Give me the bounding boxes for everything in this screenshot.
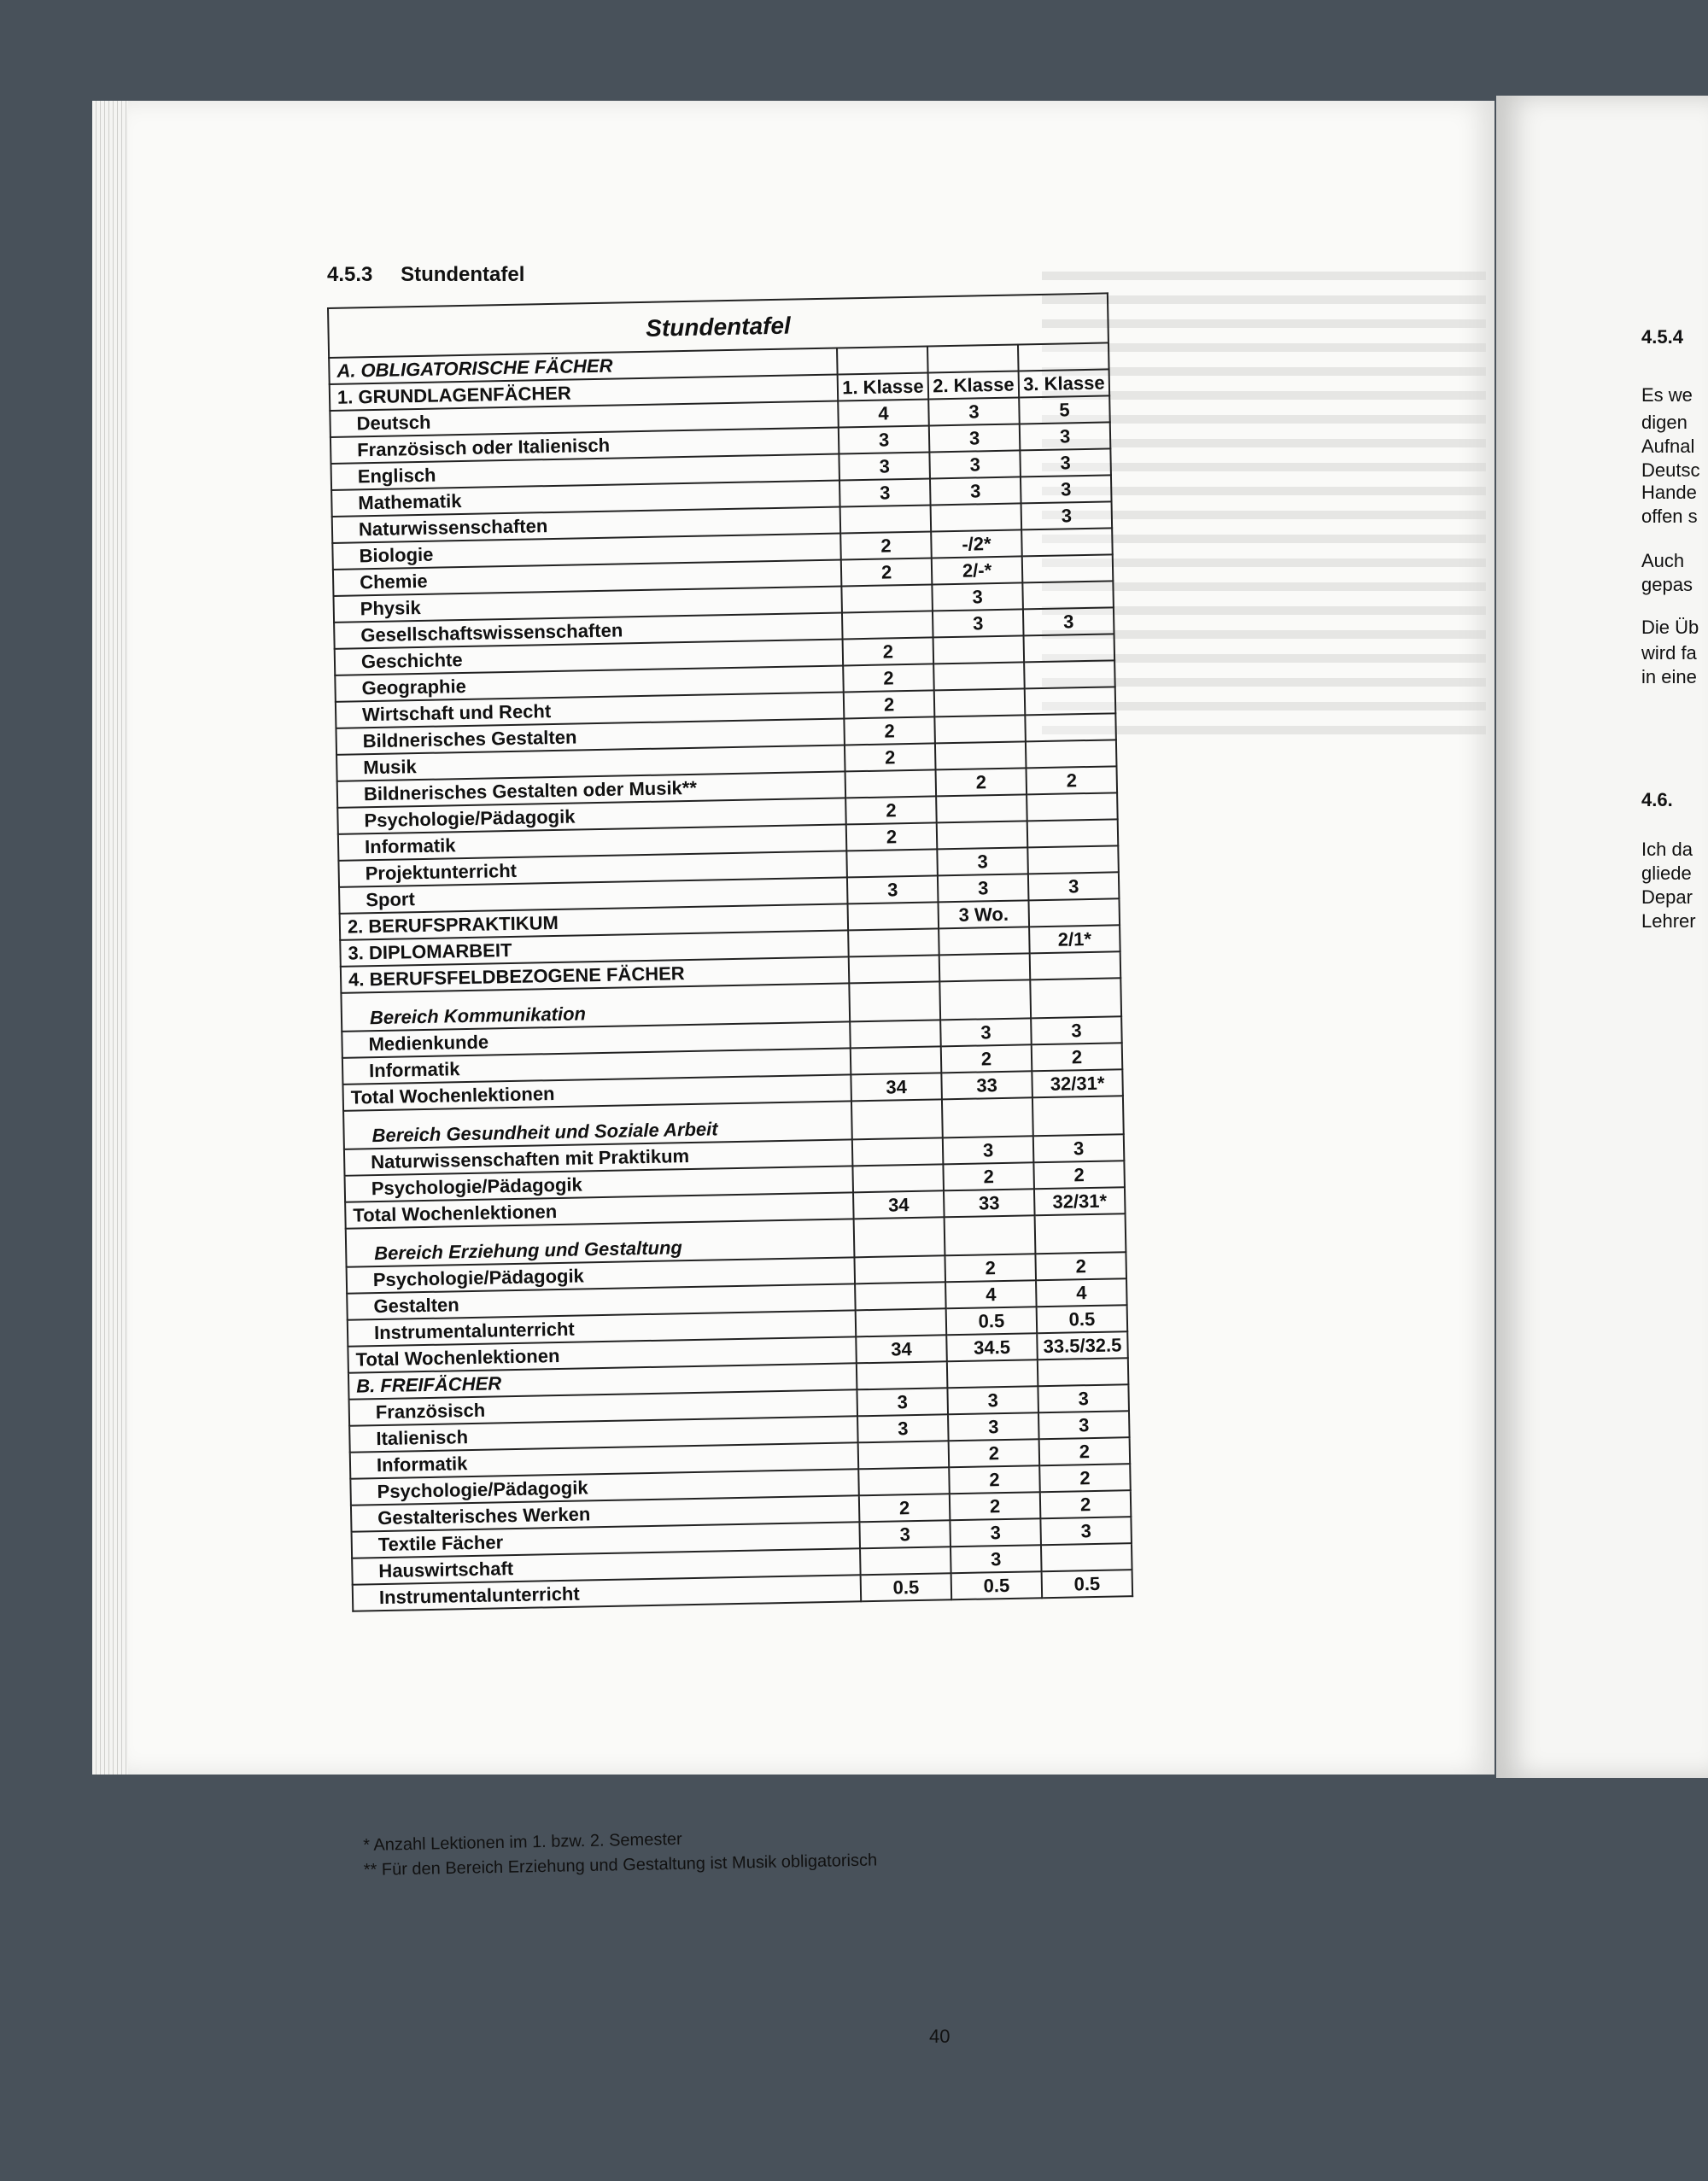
table-cell: 3 [928, 397, 1020, 425]
table-cell [934, 688, 1026, 716]
row-label: Englisch [331, 454, 839, 490]
table-cell: 0.5 [861, 1573, 952, 1601]
table-cell: 3 [929, 450, 1021, 478]
table-cell: 0.5 [951, 1571, 1043, 1599]
table-cell: 3 [839, 478, 931, 506]
row-label: Psychologie/Pädagogik [337, 798, 845, 833]
table-cell: 2 [845, 743, 936, 771]
table-cell [933, 662, 1025, 690]
table-cell: 2 [943, 1162, 1034, 1190]
table-cell: 2 [949, 1465, 1040, 1494]
row-label: Bereich Erziehung und Gestaltung [346, 1219, 855, 1266]
table-cell [1030, 951, 1121, 979]
table-cell [939, 953, 1031, 981]
table-cell [1041, 1543, 1132, 1571]
table-cell: 3 [930, 477, 1021, 505]
row-label: 3. DIPLOMARBEIT [340, 930, 848, 966]
right-page-line: Hande [1641, 482, 1697, 503]
stundentafel-table-wrap [327, 292, 1133, 1611]
row-label: Total Wochenlektionen [348, 1336, 856, 1372]
table-cell [852, 1164, 944, 1192]
table-cell: 3 [1021, 475, 1112, 503]
table-cell: 2/1* [1029, 925, 1120, 953]
table-cell [1024, 660, 1115, 688]
table-cell: -/2* [931, 529, 1022, 558]
table-cell [936, 794, 1027, 822]
table-cell: 4 [1036, 1278, 1127, 1307]
table-cell: 2 [844, 690, 935, 718]
table-cell: 2 [1033, 1161, 1125, 1189]
table-cell: 3 [950, 1518, 1041, 1547]
table-cell: 2 [843, 664, 934, 692]
row-label: Mathematik [331, 481, 839, 517]
table-cell [849, 981, 940, 1021]
section-heading [327, 263, 547, 287]
row-label: Gestalterisches Werken [351, 1495, 859, 1531]
table-cell [1030, 978, 1121, 1018]
table-cell [1026, 740, 1117, 768]
table-cell [848, 928, 939, 956]
table-cell: 34 [851, 1073, 942, 1101]
table-cell [1032, 1096, 1124, 1136]
table-cell: 3 [929, 424, 1021, 452]
table-cell [935, 741, 1027, 769]
table-cell: 0.5 [1037, 1305, 1128, 1333]
table-cell: 3 [1023, 607, 1114, 635]
table-cell: 4 [945, 1280, 1037, 1308]
row-label: Naturwissenschaften [332, 507, 840, 543]
right-page-line: Lehrer [1641, 910, 1696, 932]
right-page-line: 4.5.4 [1641, 326, 1683, 348]
table-cell: 3 [839, 452, 930, 480]
row-label: Informatik [350, 1442, 858, 1478]
row-label: Gestalten [347, 1283, 855, 1319]
row-label: Total Wochenlektionen [345, 1192, 853, 1228]
table-cell [842, 611, 933, 639]
table-cell: 2 [949, 1439, 1040, 1467]
right-page-line: wird fa [1641, 642, 1697, 664]
table-cell: 5 [1019, 395, 1110, 424]
table-cell: 33.5/32.5 [1037, 1331, 1128, 1359]
table-cell: 2 [945, 1254, 1036, 1282]
table-cell [1028, 898, 1120, 927]
row-label: Informatik [338, 824, 846, 860]
right-page-line: gliede [1641, 862, 1692, 884]
table-cell [939, 927, 1030, 955]
row-label: 4. BERUFSFELDBEZOGENE FÄCHER [341, 956, 849, 992]
page-number: 40 [929, 2026, 951, 2047]
table-cell: 3 [943, 1136, 1034, 1164]
table-cell: 3 [1031, 1016, 1122, 1044]
table-cell: 2 [941, 1044, 1032, 1073]
row-label: Sport [339, 877, 847, 913]
table-cell: 2 [1032, 1043, 1123, 1071]
row-label: Bildnerisches Gestalten oder Musik** [337, 771, 845, 807]
table-cell [858, 1441, 950, 1469]
table-cell [850, 1020, 941, 1048]
table-cell: 3 [1020, 422, 1111, 450]
table-cell: 3 [1038, 1411, 1130, 1439]
table-cell: 2 [1039, 1464, 1131, 1492]
table-cell: 4 [838, 400, 929, 428]
table-cell: 2 [1035, 1252, 1126, 1280]
table-cell: 3 [859, 1520, 951, 1548]
row-label: Französisch [349, 1389, 857, 1425]
right-page-line: Es we [1641, 384, 1693, 406]
column-header: 3. Klasse [1019, 369, 1110, 397]
row-label: Instrumentalunterricht [353, 1575, 861, 1611]
section-title: Stundentafel [401, 263, 525, 286]
table-cell: 3 [1040, 1517, 1132, 1545]
table-cell [934, 715, 1026, 743]
row-label: Psychologie/Pädagogik [347, 1257, 855, 1293]
table-cell: 3 [933, 609, 1024, 637]
table-cell: 34.5 [946, 1333, 1038, 1361]
table-cell: 2 [845, 796, 937, 824]
table-cell: 33 [941, 1071, 1032, 1099]
table-cell [1027, 845, 1119, 874]
row-label: Gesellschaftswissenschaften [334, 612, 842, 648]
right-page-line: Auch [1641, 550, 1685, 571]
table-cell [848, 902, 939, 930]
table-cell: 33 [944, 1189, 1035, 1217]
table-cell: 3 [938, 874, 1029, 902]
right-page-line: 4.6. [1641, 789, 1673, 810]
row-label: Wirtschaft und Recht [336, 692, 844, 728]
right-page-line: Ich da [1641, 839, 1693, 860]
table-cell [1027, 819, 1119, 847]
table-cell: 2 [843, 637, 934, 665]
table-cell [837, 347, 928, 375]
table-cell: 2 [846, 822, 938, 851]
row-label: Naturwissenschaften mit Praktikum [344, 1139, 852, 1175]
row-label: Instrumentalunterricht [348, 1310, 856, 1346]
right-page-line: Depar [1641, 886, 1693, 908]
row-label: Informatik [342, 1048, 851, 1084]
right-page-line: Aufnal [1641, 436, 1695, 457]
row-label: 2. BERUFSPRAKTIKUM [340, 903, 848, 939]
table-cell [937, 821, 1028, 849]
table-cell [849, 955, 940, 983]
table-cell [1025, 713, 1116, 741]
table-cell: 2 [936, 768, 1027, 796]
table-cell: 2 [1027, 766, 1118, 794]
table-cell: 0.5 [1042, 1570, 1133, 1598]
table-cell [852, 1137, 944, 1166]
table-cell [1021, 528, 1113, 556]
right-page-line: in eine [1641, 666, 1697, 687]
table-cell: 3 [940, 1018, 1032, 1046]
table-cell [1025, 687, 1116, 715]
table-cell [1022, 581, 1114, 609]
table-cell: 0.5 [946, 1307, 1038, 1335]
right-page-line: digen [1641, 412, 1688, 433]
table-cell [851, 1099, 943, 1139]
row-label: A. OBLIGATORISCHE FÄCHER [329, 348, 837, 384]
table-cell [931, 503, 1022, 531]
table-cell [854, 1217, 945, 1257]
page-stack-edges [92, 101, 130, 1775]
table-cell [947, 1359, 1038, 1388]
table-cell [841, 584, 933, 612]
table-cell: 3 [932, 582, 1023, 611]
row-label: Italienisch [349, 1416, 857, 1452]
row-label: Geographie [335, 665, 843, 701]
table-cell [845, 769, 937, 798]
table-cell [933, 635, 1025, 664]
row-label: Musik [336, 745, 845, 781]
row-label: Hauswirtschaft [352, 1548, 860, 1584]
row-label: Bildnerisches Gestalten [336, 718, 844, 754]
table-cell [1027, 792, 1118, 821]
table-cell: 3 [839, 425, 930, 453]
table-title: Stundentafel [327, 292, 1109, 357]
row-label: Psychologie/Pädagogik [350, 1469, 858, 1505]
row-label: Physik [333, 586, 841, 622]
table-cell [1038, 1358, 1129, 1386]
row-label: Biologie [332, 534, 840, 570]
row-label: Bereich Gesundheit und Soziale Arbeit [343, 1101, 852, 1149]
table-cell: 34 [856, 1335, 947, 1363]
footnotes [363, 1826, 877, 1886]
table-cell [851, 1046, 942, 1074]
table-cell: 3 Wo. [939, 900, 1030, 928]
table-body [329, 342, 1132, 1611]
table-cell: 3 [1038, 1384, 1129, 1412]
table-cell: 2 [859, 1494, 951, 1522]
row-label: Bereich Kommunikation [341, 983, 850, 1031]
footnote-semester: * Anzahl Lektionen im 1. bzw. 2. Semester [363, 1829, 682, 1855]
right-page [1496, 96, 1708, 1778]
right-page-line: gepas [1641, 574, 1693, 595]
table-cell [860, 1547, 951, 1575]
table-cell [939, 979, 1031, 1020]
table-cell: 2 [844, 716, 935, 745]
table-cell [858, 1467, 950, 1495]
table-cell: 32/31* [1032, 1069, 1123, 1097]
table-cell: 32/31* [1034, 1187, 1126, 1215]
table-cell [846, 849, 938, 877]
table-cell: 3 [857, 1414, 949, 1442]
footnote-musik: ** Für den Bereich Erziehung und Gestaltung ist Musik obligatorisch [363, 1851, 878, 1880]
table-cell [1035, 1213, 1126, 1254]
right-page-line: Deutsc [1641, 459, 1700, 481]
table-cell [942, 1097, 1033, 1137]
table-cell [1024, 634, 1115, 662]
row-label: Textile Fächer [352, 1522, 860, 1558]
table-cell: 34 [853, 1190, 945, 1219]
table-cell: 2 [1039, 1437, 1131, 1465]
table-cell: 2 [950, 1492, 1041, 1520]
table-cell: 2 [840, 531, 932, 559]
table-cell: 3 [951, 1545, 1042, 1573]
right-page-line: Die Üb [1641, 617, 1699, 638]
table-cell [1022, 554, 1114, 582]
row-label: Psychologie/Pädagogik [345, 1166, 853, 1202]
table-cell: 3 [1020, 448, 1111, 477]
row-label: Geschichte [335, 639, 843, 675]
row-label: B. FREIFÄCHER [348, 1363, 857, 1399]
column-header: 1. Klasse [838, 373, 929, 401]
table-cell: 3 [1021, 501, 1113, 529]
table-cell [854, 1255, 945, 1283]
row-label: Total Wochenlektionen [342, 1074, 851, 1110]
section-number: 4.5.3 [327, 263, 373, 286]
column-header: 2. Klasse [928, 371, 1020, 399]
table-cell: 2 [1040, 1490, 1132, 1518]
table-cell: 3 [1033, 1134, 1125, 1162]
row-label: 1. GRUNDLAGENFÄCHER [330, 375, 838, 411]
table-cell: 3 [857, 1388, 948, 1416]
table-cell [857, 1361, 948, 1389]
table-cell: 3 [1028, 872, 1120, 900]
table-cell [945, 1215, 1036, 1255]
table-cell [1018, 342, 1109, 371]
row-label: Deutsch [330, 401, 838, 437]
row-label: Medienkunde [342, 1021, 850, 1057]
stundentafel-table [328, 342, 1133, 1611]
table-cell [855, 1282, 946, 1310]
table-cell: 3 [947, 1386, 1038, 1414]
table-cell: 3 [847, 875, 939, 903]
row-label: Französisch oder Italienisch [330, 428, 839, 464]
table-cell [840, 505, 932, 533]
table-cell: 3 [937, 847, 1028, 875]
table-cell [856, 1308, 947, 1336]
row-label: Projektunterricht [338, 851, 846, 886]
row-label: Chemie [333, 560, 841, 596]
table-cell: 2/-* [932, 556, 1023, 584]
table-cell: 3 [948, 1412, 1039, 1441]
table-cell [927, 344, 1019, 372]
table-cell: 2 [841, 558, 933, 586]
right-page-line: offen s [1641, 506, 1698, 527]
